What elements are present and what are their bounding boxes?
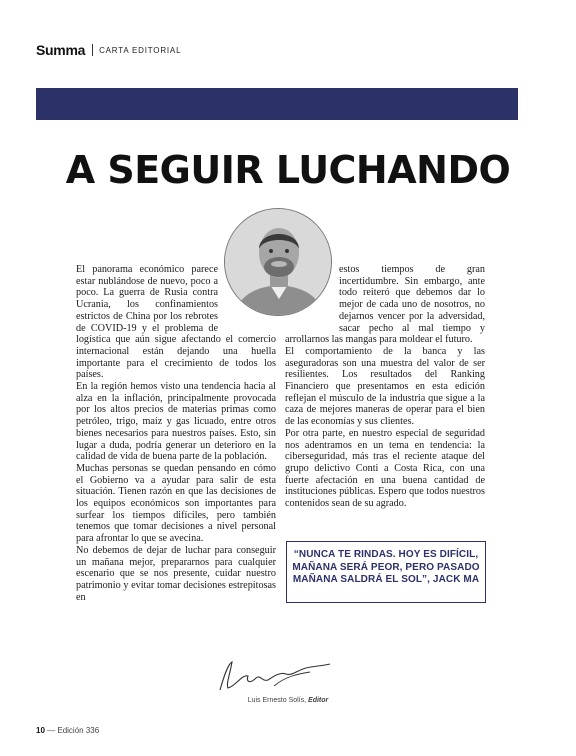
editor-name: Luis Ernesto Solís, bbox=[247, 697, 307, 704]
header bbox=[36, 42, 181, 58]
handwritten-signature bbox=[214, 656, 344, 696]
body-paragraph: Por otra parte, en nuestro especial de seguridad nos adentramos en un tema en tendencia: la ciberseguridad, más tras el reciente ataque del grupo delictivo Conti a Costa Rica, con una fuerte afectación en una buena cantidad de instituciones públicas. Espero que todos nuestros contenidos sean de su agrado. bbox=[285, 427, 485, 510]
header-band bbox=[36, 88, 518, 120]
body-paragraph: No debemos de dejar de luchar para conseguir un mañana mejor, prepararnos para cualquier escenario que se nos presente, cuidar nuestro patrimonio y evitar tomar decisiones estrepitosas en bbox=[76, 544, 276, 603]
pull-quote: “NUNCA TE RINDAS. HOY ES DIFÍCIL, MAÑANA SERÁ PEOR, PERO PASADO MAÑANA SALDRÁ EL SOL”, JACK MA bbox=[292, 549, 480, 585]
editor-role: Editor bbox=[308, 697, 329, 704]
photo-wrap-space-right bbox=[285, 264, 339, 334]
page-footer bbox=[36, 726, 99, 735]
body-paragraph: Muchas personas se quedan pensando en cómo el Gobierno va a ayudar para salir de esta situación. Tienen razón en que las decisiones de los equipos económicos son importantes para surfear los tiempos difíciles, pero también tenemos que tomar decisiones a nivel personal para afrontar lo que se avecina. bbox=[76, 462, 276, 545]
body-paragraph: En la región hemos visto una tendencia hacia al alza en la inflación, principalmente provocada por los altos precios de materias primas como petróleo, trigo, maíz y gas licuado, entre otros bienes necesarios para nuestros países. Esto, sin lugar a duda, podría generar un deterioro en la calidad de vida de buena parte de la población. bbox=[76, 381, 276, 463]
body-column-right bbox=[285, 264, 485, 510]
page-title: A SEGUIR LUCHANDO bbox=[65, 148, 511, 192]
signature-caption bbox=[0, 697, 576, 704]
body-column-left bbox=[76, 264, 276, 603]
edition-label: — Edición 336 bbox=[47, 726, 100, 735]
body-paragraph: El panorama económico parece estar nublándose de nuevo, poco a poco. La guerra de Rusia contra Ucrania, los confinamientos estrictos de China por los rebrotes de COVID-19 y el problema de logística que aún sigue afectando el comercio internacional están dejando una huella importante para el crecimiento de todos los países. bbox=[76, 264, 276, 381]
header-divider bbox=[92, 44, 93, 56]
brand-logo: Summa bbox=[36, 42, 86, 58]
page-number: 10 bbox=[36, 726, 45, 735]
body-paragraph: El comportamiento de la banca y las aseguradoras son una muestra del valor de ser resilientes. Los resultados del Ranking Financiero que presentamos en esta edición reflejan el músculo de la industria que sigue a la caza de mejores maneras de operar para el bien de las economías y sus clientes. bbox=[285, 345, 485, 428]
section-label: CARTA EDITORIAL bbox=[99, 45, 182, 55]
body-paragraph: estos tiempos de gran incertidumbre. Sin embargo, ante todo reiteró que debemos dar lo mejor de cada uno de nosotros, no dejarnos vencer por la adversidad, sacar pecho al mal tiempo y arrollarnos las mangas para moldear el futuro. bbox=[285, 264, 485, 346]
photo-wrap-space-left bbox=[218, 264, 276, 334]
